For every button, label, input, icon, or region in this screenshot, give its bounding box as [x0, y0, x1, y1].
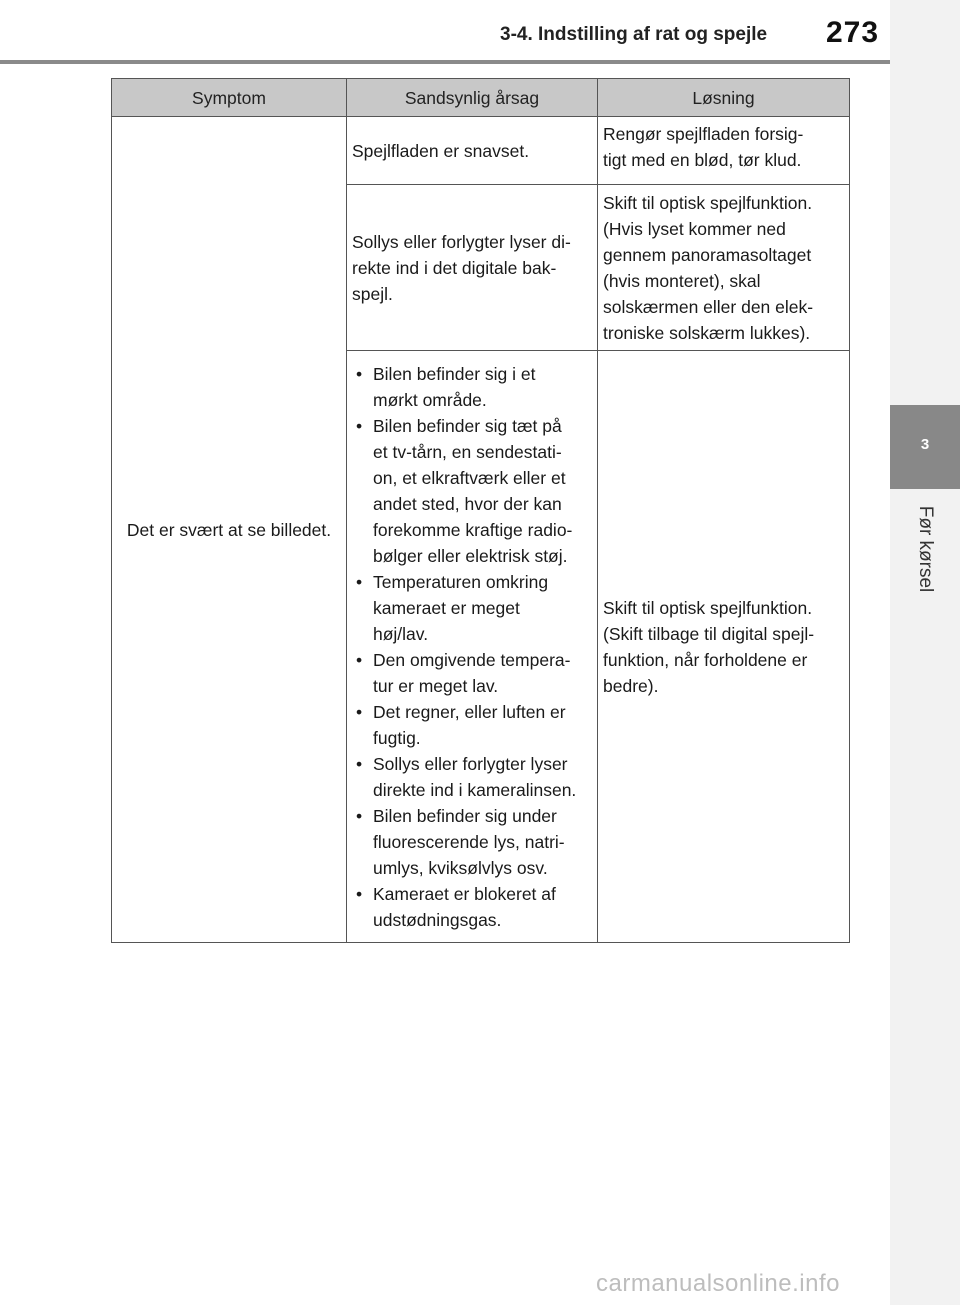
list-item [352, 881, 593, 933]
solution-line: Skift til optisk spejlfunktion. [603, 192, 813, 213]
solution-line: troniske solskærm lukkes). [603, 322, 811, 343]
cause-line: spejl. [352, 283, 393, 304]
cause-line: høj/lav. [373, 623, 429, 644]
list-item [352, 361, 593, 413]
cause-line: udstødningsgas. [373, 909, 502, 930]
solution-line: Skift til optisk spejlfunktion. [603, 597, 813, 618]
header-solution: Løsning [598, 79, 850, 117]
cause-cell [347, 351, 598, 943]
list-item [352, 569, 593, 647]
list-item [352, 413, 593, 569]
cause-line: Spejlfladen er snavset. [352, 140, 530, 161]
chapter-label-text: Før kørsel [915, 505, 936, 593]
cause-line: bølger eller elektrisk støj. [373, 545, 568, 566]
cause-line: et tv-tårn, en sendestati- [373, 441, 562, 462]
cause-line: • Bilen befinder sig under [373, 805, 557, 826]
table-row [112, 117, 850, 185]
cause-bullet-list [352, 361, 593, 933]
list-item [352, 751, 593, 803]
solution-cell [598, 117, 850, 185]
solution-line: solskærmen eller den elek- [603, 296, 814, 317]
cause-line: kameraet er meget [373, 597, 520, 618]
cause-line: on, et elkraftværk eller et [373, 467, 566, 488]
cause-line: • Kameraet er blokeret af [373, 883, 556, 904]
solution-line: bedre). [603, 675, 659, 696]
list-item [352, 699, 593, 751]
section-title: 3-4. Indstilling af rat og spejle [500, 24, 768, 45]
header-rule [0, 60, 890, 64]
header-symptom: Symptom [112, 79, 347, 117]
cause-line: Sollys eller forlygter lyser di- [352, 231, 571, 252]
troubleshooting-table [111, 78, 850, 943]
cause-line: umlys, kviksølvlys osv. [373, 857, 548, 878]
solution-line: (Skift tilbage til digital spejl- [603, 623, 815, 644]
cause-line: tur er meget lav. [373, 675, 499, 696]
cause-line: andet sted, hvor der kan [373, 493, 562, 514]
chapter-number: 3 [920, 436, 930, 453]
solution-cell [598, 185, 850, 351]
cause-cell [347, 185, 598, 351]
solution-line: tigt med en blød, tør klud. [603, 150, 802, 170]
cause-line: • Det regner, eller luften er [373, 701, 566, 722]
page-number: 273 [826, 16, 880, 49]
cause-line: forekomme kraftige radio- [373, 519, 573, 540]
cause-line: • Bilen befinder sig tæt på [373, 415, 562, 436]
solution-line: (Hvis lyset kommer ned [603, 218, 786, 239]
symptom-cell [112, 117, 347, 943]
solution-cell [598, 351, 850, 943]
cause-line: fluorescerende lys, natri- [373, 831, 565, 852]
solution-line: (hvis monteret), skal [603, 270, 761, 291]
cause-line: • Bilen befinder sig i et [373, 363, 536, 384]
cause-line: • Temperaturen omkring [373, 571, 549, 592]
watermark[interactable]: carmanualsonline.info [596, 1270, 840, 1297]
side-strip [890, 0, 960, 1305]
solution-line: funktion, når forholdene er [603, 649, 808, 670]
cause-cell [347, 117, 598, 185]
solution-line: gennem panoramasoltaget [603, 244, 812, 265]
cause-line: rekte ind i det digitale bak- [352, 257, 557, 278]
solution-line: Rengør spejlfladen forsig- [603, 124, 804, 144]
header-cause: Sandsynlig årsag [347, 79, 598, 117]
cause-line: fugtig. [373, 727, 421, 748]
symptom-text: Det er svært at se billedet. [126, 519, 332, 540]
cause-line: mørkt område. [373, 389, 487, 410]
chapter-label [890, 489, 960, 609]
table-header-row [112, 79, 850, 117]
chapter-tab[interactable] [890, 405, 960, 489]
cause-line: direkte ind i kameralinsen. [373, 779, 577, 800]
list-item [352, 803, 593, 881]
list-item [352, 647, 593, 699]
cause-line: • Sollys eller forlygter lyser [373, 753, 568, 774]
cause-line: • Den omgivende tempera- [373, 649, 571, 670]
